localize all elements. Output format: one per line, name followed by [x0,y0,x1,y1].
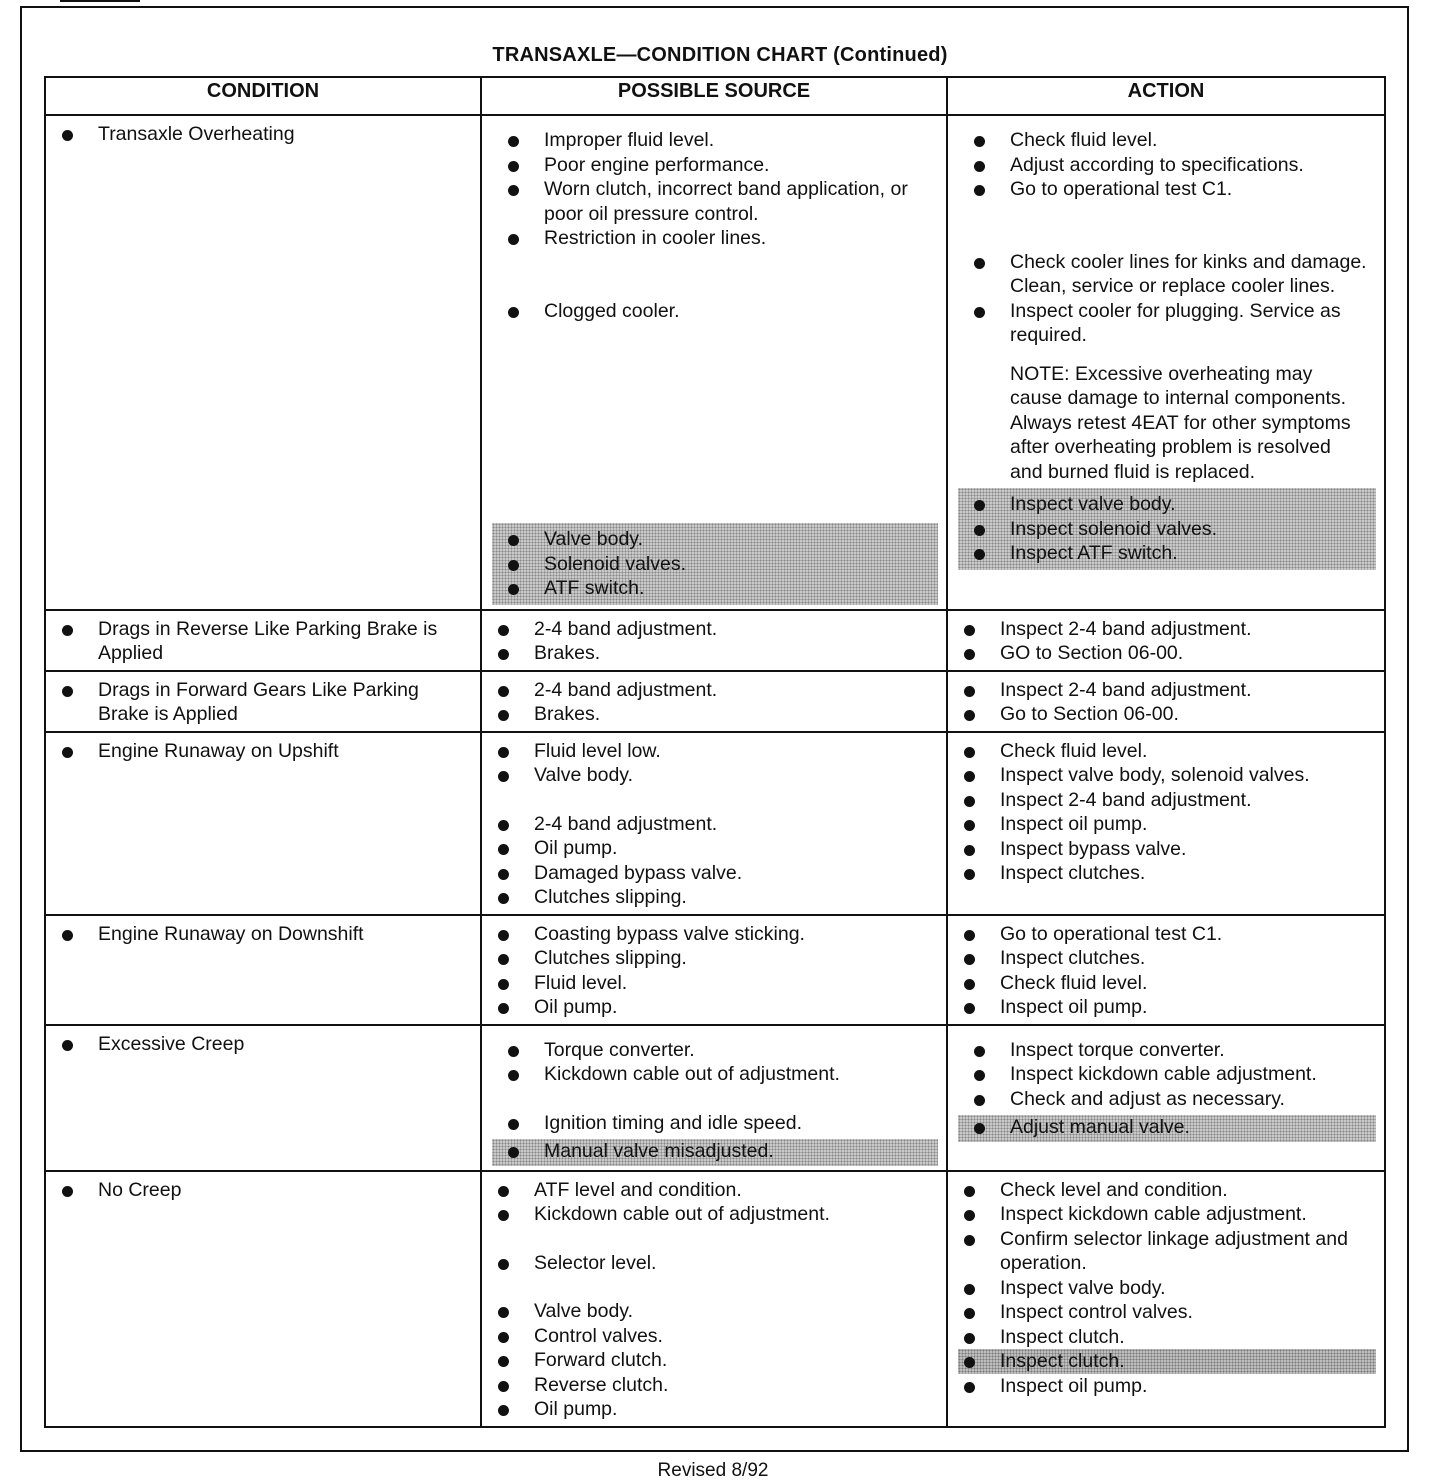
list-item: Inspect cooler for plugging. Service as required. [968,299,1368,348]
list-item: Manual valve misadjusted. [502,1139,930,1164]
list-item: Poor engine performance. [502,153,930,178]
condition-item: Engine Runaway on Downshift [56,922,472,947]
bullet-icon [974,1046,985,1057]
column-header-condition: CONDITION [45,77,481,115]
bullet-icon [508,307,519,318]
list-item: Brakes. [492,641,938,666]
bullet-icon [508,1046,519,1057]
bullet-icon [62,1186,73,1197]
bullet-icon [498,1210,509,1221]
list-item: Check and adjust as necessary. [968,1087,1368,1112]
bullet-icon [964,796,975,807]
list-item: Clutches slipping. [492,946,938,971]
bullet-icon [964,1003,975,1014]
list-item: Oil pump. [492,995,938,1020]
bullet-icon [964,1235,975,1246]
spacer [502,323,930,519]
list-item: Fluid level. [492,971,938,996]
condition-cell [45,732,481,915]
condition-cell [45,1171,481,1427]
bullet-icon [964,1210,975,1221]
bullet-icon [964,747,975,758]
condition-cell [45,915,481,1025]
bullet-icon [974,136,985,147]
list-item: Check level and condition. [958,1178,1376,1203]
list-item: Inspect oil pump. [958,995,1376,1020]
list-item: Check cooler lines for kinks and damage. Clean, service or replace cooler lines. [968,250,1368,299]
bullet-icon [974,1123,985,1134]
condition-item: Drags in Forward Gears Like Parking Brake is Applied [56,678,472,727]
bullet-icon [498,1332,509,1343]
shaded-action-block [958,1115,1376,1142]
list-item: Control valves. [492,1324,938,1349]
list-item: Inspect valve body. [968,492,1368,517]
bullet-icon [974,549,985,560]
bullet-icon [964,1284,975,1295]
bullet-icon [498,1307,509,1318]
bullet-icon [964,1357,975,1368]
action-cell [947,671,1385,732]
list-item: Inspect bypass valve. [958,837,1376,862]
chart-title: TRANSAXLE—CONDITION CHART (Continued) [492,44,948,66]
condition-cell [45,671,481,732]
list-item: Selector level. [492,1251,938,1276]
list-item: Ignition timing and idle speed. [502,1111,930,1136]
bullet-icon [498,820,509,831]
list-item: Inspect kickdown cable adjustment. [968,1062,1368,1087]
spacer [968,202,1368,250]
bullet-icon [964,1186,975,1197]
list-item: Inspect clutch. [958,1349,1376,1374]
list-item: 2-4 band adjustment. [492,617,938,642]
revision-footer: Revised 8/92 [657,1460,769,1481]
list-item: GO to Section 06-00. [958,641,1376,666]
bullet-icon [974,500,985,511]
condition-cell [45,610,481,671]
list-item: Check fluid level. [958,971,1376,996]
bullet-icon [508,560,519,571]
spacer [492,1275,938,1299]
condition-item: Excessive Creep [56,1032,472,1057]
list-item: Inspect valve body, solenoid valves. [958,763,1376,788]
source-cell [481,1171,947,1427]
list-item: Check fluid level. [968,128,1368,153]
list-item: Inspect torque converter. [968,1038,1368,1063]
bullet-icon [498,1259,509,1270]
bullet-icon [498,1381,509,1392]
bullet-icon [974,185,985,196]
bullet-icon [62,686,73,697]
list-item: Check fluid level. [958,739,1376,764]
source-cell [481,732,947,915]
list-item: Restriction in cooler lines. [502,226,930,251]
bullet-icon [498,771,509,782]
shaded-action-block [958,488,1376,570]
bullet-icon [964,771,975,782]
spacer [492,788,938,812]
list-item: Inspect oil pump. [958,812,1376,837]
table-row [45,732,1385,915]
action-cell [947,732,1385,915]
bullet-icon [508,584,519,595]
list-item: Inspect kickdown cable adjustment. [958,1202,1376,1227]
list-item: Valve body. [492,763,938,788]
list-item: Inspect ATF switch. [968,541,1368,566]
list-item: Inspect control valves. [958,1300,1376,1325]
list-item: 2-4 band adjustment. [492,812,938,837]
list-item: Coasting bypass valve sticking. [492,922,938,947]
list-item: Inspect clutches. [958,946,1376,971]
bullet-icon [498,869,509,880]
list-item: Improper fluid level. [502,128,930,153]
bullet-icon [964,820,975,831]
condition-chart-table [44,76,1386,1428]
list-item: Inspect valve body. [958,1276,1376,1301]
list-item: Confirm selector linkage adjustment and operation. [958,1227,1376,1276]
condition-item: Drags in Reverse Like Parking Brake is Applied [56,617,472,666]
bullet-icon [498,1186,509,1197]
bullet-icon [974,1095,985,1106]
list-item: Go to Section 06-00. [958,702,1376,727]
list-item: Inspect oil pump. [958,1374,1376,1399]
source-cell [481,610,947,671]
action-cell [947,115,1385,610]
list-item: 2-4 band adjustment. [492,678,938,703]
bullet-icon [508,234,519,245]
bullet-icon [508,1070,519,1081]
bullet-icon [498,954,509,965]
bullet-icon [508,1147,519,1158]
source-cell [481,915,947,1025]
list-item: Inspect solenoid valves. [968,517,1368,542]
note-text: NOTE: Excessive overheating may cause damage to internal components. Always retest 4EAT for other symptoms after overheating problem is resolved and burned fluid is replaced. [1010,362,1351,483]
column-header-possible-source: POSSIBLE SOURCE [481,77,947,115]
bullet-icon [62,1040,73,1051]
bullet-icon [498,686,509,697]
bullet-icon [508,161,519,172]
list-item: Valve body. [492,1299,938,1324]
shaded-source-block [492,1139,938,1166]
bullet-icon [62,930,73,941]
list-item: Go to operational test C1. [968,177,1368,202]
bullet-icon [964,710,975,721]
bullet-icon [964,869,975,880]
bullet-icon [974,307,985,318]
bullet-icon [498,1356,509,1367]
action-cell [947,1171,1385,1427]
table-row [45,610,1385,671]
table-row [45,915,1385,1025]
column-header-action: ACTION [947,77,1385,115]
bullet-icon [62,130,73,141]
bullet-icon [498,747,509,758]
list-item: Worn clutch, incorrect band application, or poor oil pressure control. [502,177,930,226]
bullet-icon [498,625,509,636]
action-cell [947,1025,1385,1171]
list-item: Valve body. [502,527,930,552]
bullet-icon [964,625,975,636]
list-item: Inspect clutch. [958,1325,1376,1350]
header-row [45,77,1385,115]
source-cell [481,1025,947,1171]
bullet-icon [974,161,985,172]
list-item: Inspect 2-4 band adjustment. [958,617,1376,642]
condition-cell [45,1025,481,1171]
bullet-icon [974,258,985,269]
list-item: Clogged cooler. [502,299,930,324]
table-row [45,115,1385,610]
bullet-icon [498,1405,509,1416]
list-item: Fluid level low. [492,739,938,764]
source-cell [481,115,947,610]
bullet-icon [508,535,519,546]
bullet-icon [498,1003,509,1014]
bullet-icon [498,930,509,941]
list-item: Reverse clutch. [492,1373,938,1398]
bullet-icon [62,747,73,758]
list-item: Forward clutch. [492,1348,938,1373]
list-item: Go to operational test C1. [958,922,1376,947]
bullet-icon [964,845,975,856]
bullet-icon [508,185,519,196]
list-item: Inspect clutches. [958,861,1376,886]
list-item: Oil pump. [492,1397,938,1422]
list-item: Oil pump. [492,836,938,861]
bullet-icon [964,1333,975,1344]
list-item: Inspect 2-4 band adjustment. [958,678,1376,703]
bullet-icon [498,649,509,660]
table-row [45,671,1385,732]
action-cell [947,915,1385,1025]
bullet-icon [508,136,519,147]
spacer [502,251,930,299]
bullet-icon [964,649,975,660]
condition-item: Engine Runaway on Upshift [56,739,472,764]
table-row [45,1025,1385,1171]
list-item: Inspect 2-4 band adjustment. [958,788,1376,813]
bullet-icon [964,686,975,697]
bullet-icon [498,710,509,721]
bullet-icon [498,979,509,990]
list-item: Adjust manual valve. [968,1115,1368,1140]
bullet-icon [974,1070,985,1081]
list-item: Kickdown cable out of adjustment. [502,1062,930,1087]
list-item: Brakes. [492,702,938,727]
condition-item: No Creep [56,1178,472,1203]
bullet-icon [964,930,975,941]
bullet-icon [508,1119,519,1130]
list-item: Damaged bypass valve. [492,861,938,886]
list-item: Torque converter. [502,1038,930,1063]
top-edge-line [60,0,140,2]
action-cell [947,610,1385,671]
list-item: ATF level and condition. [492,1178,938,1203]
condition-cell [45,115,481,610]
bullet-icon [498,844,509,855]
list-item: Clutches slipping. [492,885,938,910]
list-item: ATF switch. [502,576,930,601]
spacer [492,1227,938,1251]
condition-item: Transaxle Overheating [56,122,472,147]
bullet-icon [964,1308,975,1319]
bullet-icon [964,979,975,990]
spacer [502,1087,930,1111]
source-cell [481,671,947,732]
shaded-source-block [492,523,938,605]
list-item: Solenoid valves. [502,552,930,577]
bullet-icon [974,525,985,536]
table-row [45,1171,1385,1427]
bullet-icon [498,893,509,904]
list-item: Adjust according to specifications. [968,153,1368,178]
list-item: Kickdown cable out of adjustment. [492,1202,938,1227]
bullet-icon [62,625,73,636]
bullet-icon [964,1382,975,1393]
bullet-icon [964,954,975,965]
